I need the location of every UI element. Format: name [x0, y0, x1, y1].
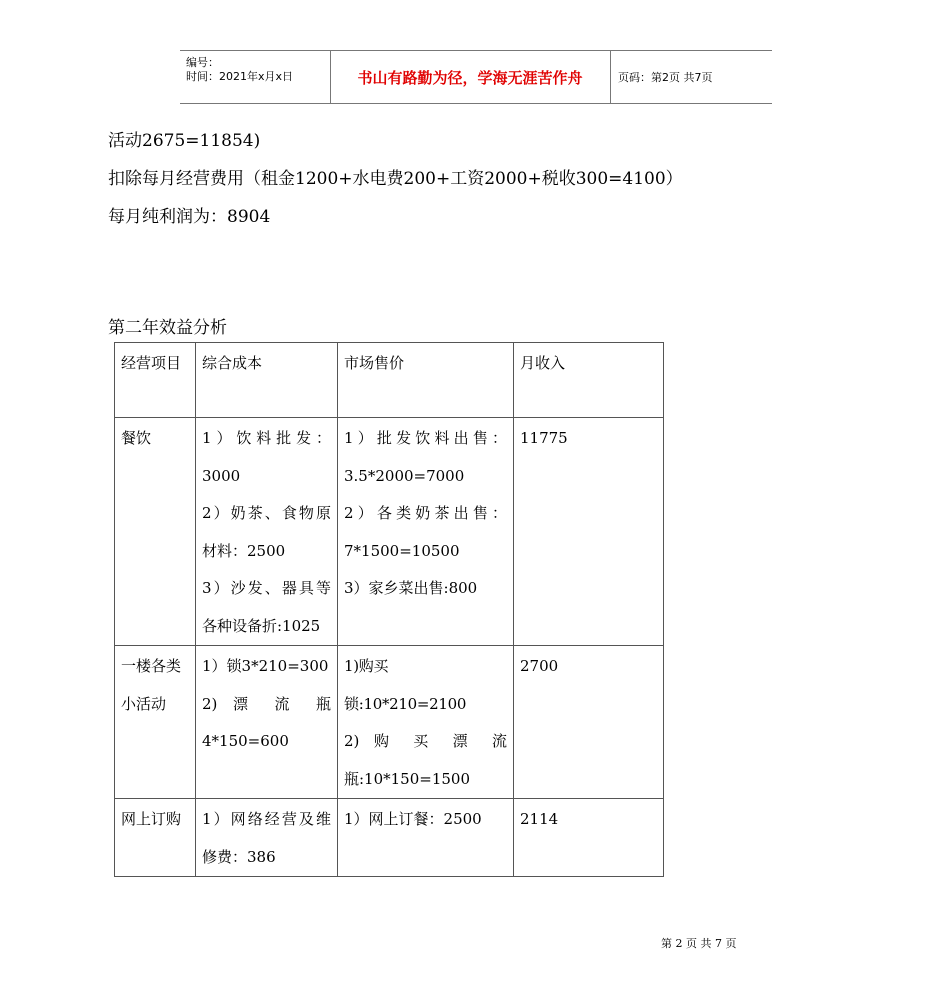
price-line: 3）家乡菜出售:800 — [344, 579, 478, 597]
cost-line: 修费：386 — [202, 847, 276, 866]
cost-line: 3）沙发、器具等 — [202, 579, 331, 597]
row-price-cell — [338, 646, 514, 799]
header-page-info: 页码：第2页 共7页 — [618, 71, 713, 84]
row-price-cell — [338, 418, 514, 646]
price-line: 2) 购 买 漂 流 — [344, 732, 507, 750]
price-line: 2）各类奶茶出售： — [344, 504, 507, 522]
row-price-cell — [338, 799, 514, 877]
header-cell-item: 经营项目 — [115, 343, 196, 418]
section-title: 第二年效益分析 — [108, 318, 227, 338]
header-cell-cost: 综合成本 — [196, 343, 338, 418]
row-item-cell — [115, 646, 196, 799]
row-cost-cell — [196, 418, 338, 646]
header-motto: 书山有路勤为径，学海无涯苦作舟 — [357, 68, 583, 87]
price-line: 1）批发饮料出售： — [344, 429, 507, 447]
row-item-cell — [115, 799, 196, 877]
header-cell-price: 市场售价 — [338, 343, 514, 418]
price-line: 1)购买锁:10*210=2100 — [344, 657, 467, 713]
row-item-cell — [115, 418, 196, 646]
header-cell-revenue: 月收入 — [514, 343, 664, 418]
row-revenue-cell: 2700 — [514, 646, 664, 799]
header-motto-cell — [330, 51, 611, 103]
header-page-cell — [610, 51, 772, 103]
row-item-label: 网上订购 — [121, 810, 182, 828]
document-time-label: 时间：2021年x月x日 — [186, 70, 294, 83]
cost-line: 材料：2500 — [202, 541, 286, 560]
row-revenue-cell: 11775 — [514, 418, 664, 646]
price-line: 3.5*2000=7000 — [344, 466, 465, 485]
cost-line: 3000 — [202, 466, 241, 485]
cost-line: 4*150=600 — [202, 732, 289, 750]
table-row — [115, 418, 664, 646]
price-line: 7*1500=10500 — [344, 541, 460, 560]
body-line-3: 每月纯利润为：8904 — [108, 207, 271, 227]
row-item-label: 小活动 — [121, 694, 167, 713]
body-line-2: 扣除每月经营费用（租金1200+水电费200+工资2000+税收300=4100） — [108, 169, 683, 189]
row-item-label: 一楼各类 — [121, 657, 182, 675]
row-item-label: 餐饮 — [121, 429, 152, 447]
cost-line: 2) 漂 流 瓶 — [202, 694, 331, 713]
price-line: 1）网上订餐：2500 — [344, 810, 482, 828]
page-header — [180, 50, 772, 104]
page-footer: 第 2 页 共 7 页 — [661, 937, 737, 950]
header-meta-cell — [180, 51, 331, 103]
cost-line: 各种设备折:1025 — [202, 616, 321, 635]
body-line-1: 活动2675=11854) — [108, 131, 261, 151]
row-cost-cell — [196, 646, 338, 799]
table-header-row — [115, 343, 664, 418]
table-row — [115, 646, 664, 799]
row-cost-cell — [196, 799, 338, 877]
cost-line: 2）奶茶、食物原 — [202, 504, 331, 522]
cost-line: 1）饮料批发： — [202, 429, 331, 447]
benefit-analysis-table — [114, 342, 664, 877]
document-number-label: 编号： — [186, 56, 219, 69]
price-line: 瓶:10*150=1500 — [344, 769, 471, 788]
cost-line: 1）网络经营及维 — [202, 810, 331, 828]
cost-line: 1）锁3*210=300 — [202, 657, 329, 675]
table-row — [115, 799, 664, 877]
row-revenue-cell: 2114 — [514, 799, 664, 877]
